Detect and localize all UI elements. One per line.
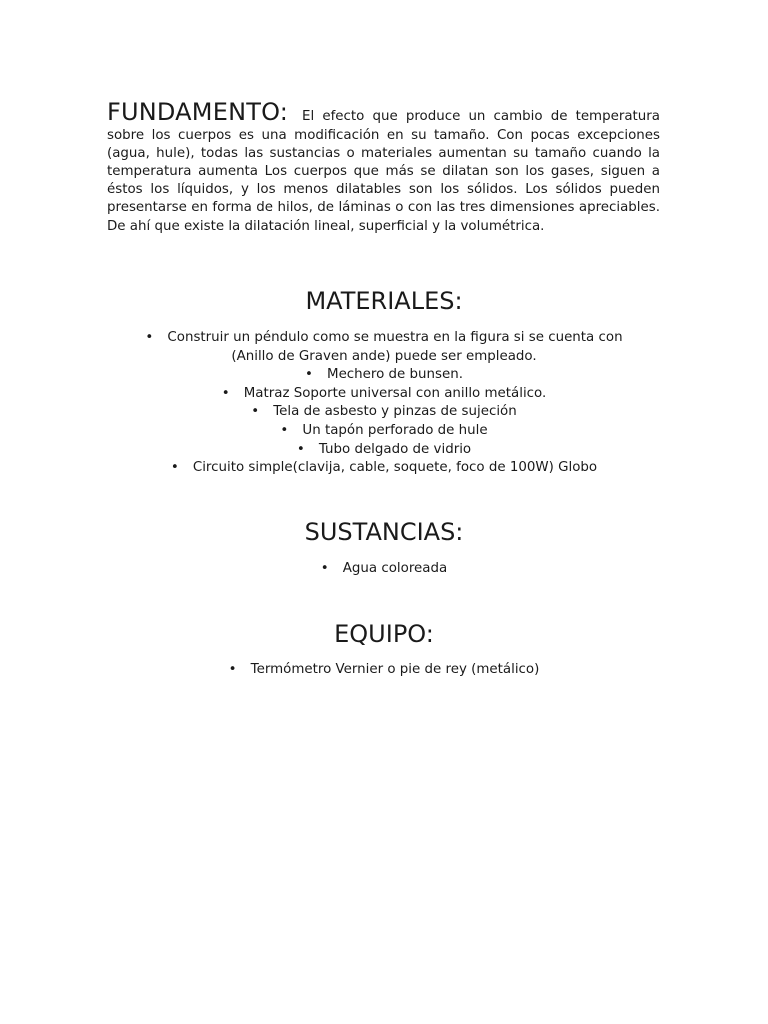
sustancias-list <box>140 560 628 579</box>
bullet-icon: • <box>251 404 260 420</box>
list-item-text: Termómetro Vernier o pie de rey (metálico) <box>250 662 540 677</box>
list-item-text: Tubo delgado de vidrio <box>318 441 472 457</box>
list-item-text: Mechero de bunsen. <box>327 367 463 383</box>
list-item-text: Construir un péndulo como se muestra en la figura si se cuenta con (Anillo de Graven ande) puede ser empleado. <box>167 330 623 364</box>
list-item <box>140 661 628 680</box>
bullet-icon: • <box>280 422 289 438</box>
list-item-text: Tela de asbesto y pinzas de sujeción <box>273 404 517 420</box>
sustancias-title: SUSTANCIAS: <box>304 518 464 546</box>
bullet-icon: • <box>296 441 305 457</box>
list-item <box>140 422 628 441</box>
bullet-icon: • <box>305 367 313 383</box>
list-item-text: Circuito simple(clavija, cable, soquete, foco de 100W) Globo <box>192 460 598 476</box>
bullet-icon: • <box>170 460 179 476</box>
equipo-list <box>140 661 628 680</box>
list-item-text: Matraz Soporte universal con anillo metálico. <box>243 385 547 401</box>
materiales-title: MATERIALES: <box>305 287 463 315</box>
list-item <box>140 366 628 385</box>
bullet-icon: • <box>221 385 230 401</box>
fundamento-heading: FUNDAMENTO: <box>107 98 289 127</box>
list-item-text: Un tapón perforado de hule <box>302 422 488 438</box>
list-item <box>140 459 628 478</box>
list-item <box>140 329 628 366</box>
fundamento-paragraph <box>107 98 660 235</box>
bullet-icon: • <box>145 330 154 345</box>
list-item <box>140 385 628 404</box>
materiales-list <box>140 329 628 478</box>
list-item <box>140 441 628 460</box>
list-item-text: Agua coloreada <box>342 561 448 576</box>
bullet-icon: • <box>228 662 237 677</box>
bullet-icon: • <box>320 561 329 576</box>
equipo-title: EQUIPO: <box>334 620 434 648</box>
fundamento-text: El efecto que produce un cambio de temperatura sobre los cuerpos es una modificación en su tamaño. Con pocas excepciones (agua, hule), todas las sustancias o materiales aumentan su tamaño cuando la temperatura aumenta Los cuerpos que más se dilatan son los gases, siguen a éstos los líquidos, y los menos dilatables son los sólidos. Los sólidos pueden presentarse en forma de hilos, de láminas o con las tres dimensiones apreciables. De ahí que existe la dilatación lineal, superficial y la volumétrica. <box>107 109 660 234</box>
list-item <box>140 560 628 579</box>
list-item <box>140 403 628 422</box>
